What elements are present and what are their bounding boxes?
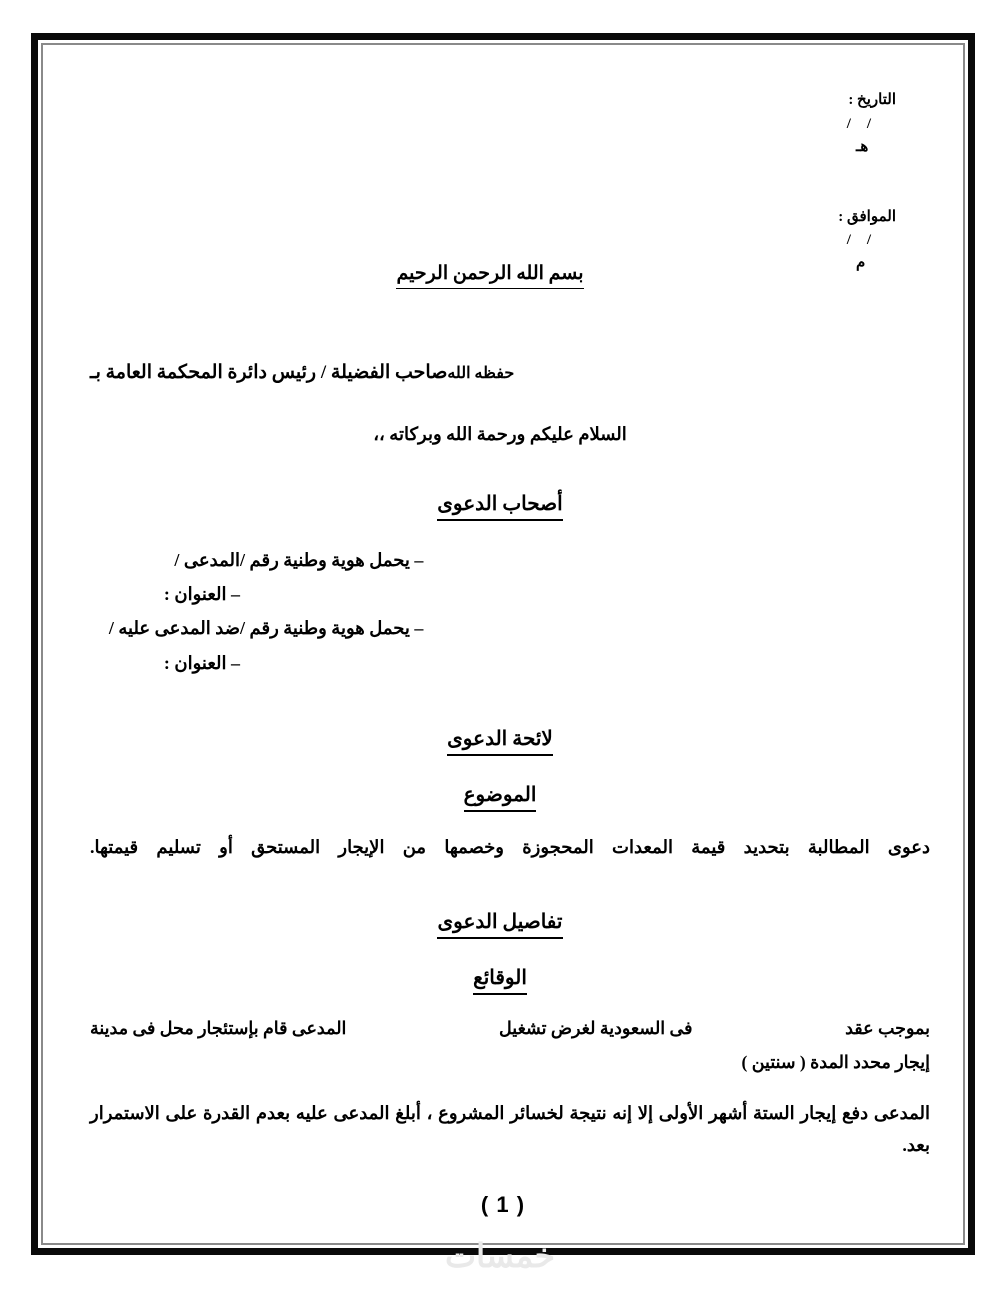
addressee-title: صاحب الفضيلة / رئيس دائرة المحكمة العامة بـ	[90, 362, 448, 384]
fact-one-paragraph	[90, 1013, 930, 1078]
hijri-date-label: التاريخ :	[848, 92, 896, 109]
basmala-text: بسم الله الرحمن الرحيم	[396, 261, 583, 290]
greeting-text: السلام عليكم ورحمة الله وبركاته ،،	[373, 424, 627, 445]
hijri-date-row	[90, 66, 930, 182]
page-number: ( 1 )	[480, 1192, 526, 1217]
document-body	[38, 40, 982, 1262]
details-heading-text: تفاصيل الدعوى	[437, 909, 562, 939]
gregorian-date-unit: م	[856, 255, 866, 271]
hijri-date-unit: هـ	[856, 138, 869, 155]
subject-heading-text: الموضوع	[464, 782, 537, 812]
party-id-field[interactable]: – يحمل هوية وطنية رقم /	[240, 550, 424, 571]
page-border-outer	[31, 33, 975, 1255]
basmala-container	[90, 261, 930, 290]
parties-heading-text: أصحاب الدعوى	[437, 491, 562, 521]
addressee-row	[90, 361, 930, 384]
claim-heading	[90, 726, 930, 756]
parties-heading	[90, 491, 930, 521]
party-label: – العنوان :	[163, 652, 240, 673]
parties-list	[90, 543, 930, 680]
party-id-field[interactable]: – يحمل هوية وطنية رقم /	[240, 618, 424, 639]
facts-heading-text: الوقائع	[473, 965, 527, 995]
party-label: ضد المدعى عليه /	[108, 618, 240, 639]
party-label: المدعى /	[174, 550, 240, 571]
fact-one-segment-right: المدعى قام بإستئجار محل فى مدينة	[90, 1018, 347, 1039]
hijri-date-blank[interactable]: / /	[846, 115, 872, 132]
party-row-defendant	[90, 611, 930, 645]
party-row-defendant-address	[90, 646, 930, 680]
fact-one-line-two: إيجار محدد المدة ( سنتين )	[741, 1051, 930, 1072]
watermark: خمسات	[444, 1239, 556, 1275]
details-heading	[90, 909, 930, 939]
subject-heading	[90, 782, 930, 812]
fact-two-paragraph: المدعى دفع إيجار الستة أشهر الأولى إلا إنه نتيجة لخسائر المشروع ، أبلغ المدعى عليه بعدم القدرة على الاستمرار بعد.	[90, 1103, 930, 1155]
fact-one-line-one	[90, 1013, 930, 1045]
fact-one-segment-middle: فى السعودية لغرض تشغيل	[499, 1018, 693, 1039]
party-label: – العنوان :	[163, 584, 240, 605]
addressee-honorific: حفظه الله	[447, 365, 515, 383]
claim-heading-text: لائحة الدعوى	[447, 726, 553, 756]
gregorian-date-label: الموافق :	[838, 208, 896, 225]
gregorian-date-blank[interactable]: / /	[846, 231, 872, 248]
fact-one-segment-left: بموجب عقد	[845, 1018, 930, 1039]
party-row-plaintiff-address	[90, 577, 930, 611]
facts-heading	[90, 965, 930, 995]
party-row-plaintiff	[90, 543, 930, 577]
subject-paragraph: دعوى المطالبة بتحديد قيمة المعدات المحجوزة وخصمها من الإيجار المستحق أو تسليم قيمتها.	[90, 836, 930, 857]
